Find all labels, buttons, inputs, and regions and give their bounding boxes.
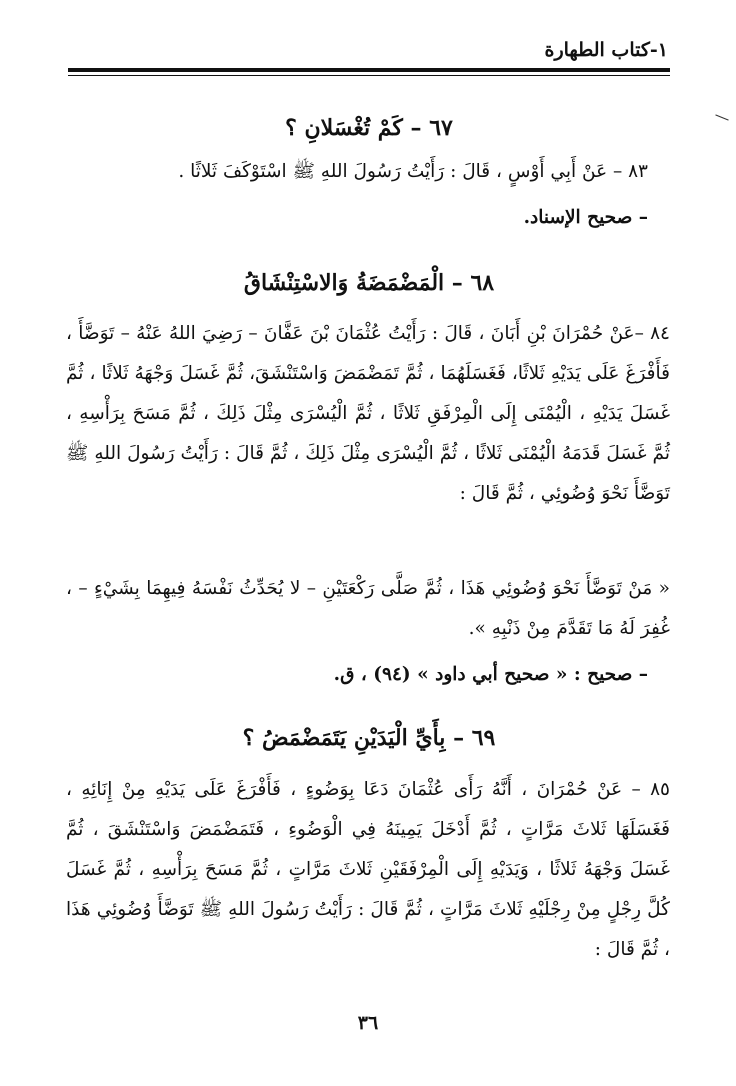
page-number: ٣٦ [357,1012,379,1034]
chapter-heading-69: ٦٩ – بِأَيِّ الْيَدَيْنِ يَتَمَضْمَضُ ؟ [242,725,496,751]
header-rule-thick [68,68,670,72]
header-rule-thin [68,75,670,76]
running-head: ١-كتاب الطهارة [544,39,668,61]
hadith-83: ٨٣ – عَنْ أَبِي أَوْسٍ ، قَالَ : رَأَيْتُ رَسُولَ اللهِ ﷺ اسْتَوْكَفَ ثَلاثًا . [178,161,648,182]
hadith-85: ٨٥ – عَنْ حُمْرَانَ ، أَنَّهُ رَأَى عُثْمَانَ دَعَا بِوَضُوءٍ ، فَأَفْرَغَ عَلَى يَدَيْهِ مِنْ إِنَائِهِ ، فَغَسَلَهَا ثَلاثَ مَرَّاتٍ ، ثُمَّ أَدْخَلَ يَمِينَهُ فِي الْوَضُوءِ ، فَتَمَضْمَضَ وَاسْتَنْشَقَ ، ثُمَّ غَسَلَ وَجْهَهُ ثَلاثًا ، وَيَدَيْهِ إِلَى الْمِرْفَقَيْنِ ثَلاثَ مَرَّاتٍ ، ثُمَّ مَسَحَ بِرَأْسِهِ ، ثُمَّ غَسَلَ كُلَّ رِجْلٍ مِنْ رِجْلَيْهِ ثَلاثَ مَرَّاتٍ ، ثُمَّ قَالَ : رَأَيْتُ رَسُولَ اللهِ ﷺ تَوَضَّأَ وُضُوئِي هَذَا ، ثُمَّ قَالَ : [66,779,670,960]
chapter-heading-67: ٦٧ – كَمْ تُغْسَلانِ ؟ [285,115,453,141]
hadith-84: ٨٤ –عَنْ حُمْرَانَ بْنِ أَبَانَ ، قَالَ : رَأَيْتُ عُثْمَانَ بْنَ عَفَّانَ – رَضِيَ اللهُ عَنْهُ – تَوَضَّأَ ، فَأَفْرَغَ عَلَى يَدَيْهِ ثَلاثًا، فَغَسَلَهُمَا ، ثُمَّ تَمَضْمَضَ وَاسْتَنْشَقَ، ثُمَّ غَسَلَ وَجْهَهُ ثَلاثًا ، ثُمَّ غَسَلَ يَدَيْهِ ، الْيُمْنَى إِلَى الْمِرْفَقِ ثَلاثًا ، ثُمَّ الْيُسْرَى مِثْلَ ذَلِكَ ، ثُمَّ مَسَحَ بِرَأْسِهِ ، ثُمَّ غَسَلَ قَدَمَهُ الْيُمْنَى ثَلاثًا ، ثُمَّ الْيُسْرَى مِثْلَ ذَلِكَ ، ثُمَّ قَالَ : رَأَيْتُ رَسُولَ اللهِ ﷺ تَوَضَّأَ نَحْوَ وُضُوئِي ، ثُمَّ قَالَ : [66,323,670,504]
chapter-heading-68: ٦٨ – الْمَضْمَضَةُ وَالاسْتِنْشَاقُ [243,270,495,296]
scan-mark [715,114,728,120]
grade-84: – صحيح : « صحيح أبي داود » (٩٤) ، ق. [333,664,648,685]
hadith-84-quote: « مَنْ تَوَضَّأَ نَحْوَ وُضُوئِي هَذَا ، ثُمَّ صَلَّى رَكْعَتَيْنِ – لا يُحَدِّثُ نَفْسَهُ فِيهِمَا بِشَيْءٍ – ، غُفِرَ لَهُ مَا تَقَدَّمَ مِنْ ذَنْبِهِ ». [66,578,670,639]
grade-83: – صحيح الإسناد. [523,207,648,228]
